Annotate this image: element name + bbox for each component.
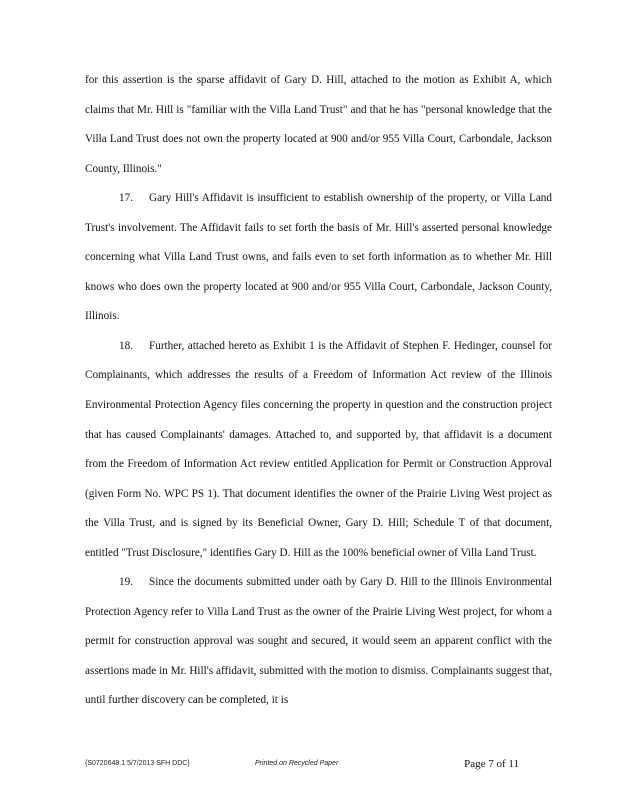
recycled-paper-notice: Printed on Recycled Paper xyxy=(255,760,339,767)
page-number: Page 7 of 11 xyxy=(464,758,519,770)
paragraph-19 xyxy=(85,568,552,716)
page-footer xyxy=(85,758,519,774)
paragraph-text: for this assertion is the sparse affidavit of Gary D. Hill, attached to the motion as Exhibit A, which claims that Mr. Hill is "familiar with the Villa Land Trust" and that he has "personal knowledge that the Villa Land Trust does not own the property located at 900 and/or 955 Villa Court, Carbondale, Jackson County, Illinois." xyxy=(85,74,552,175)
paragraph-text: Further, attached hereto as Exhibit 1 is the Affidavit of Stephen F. Hedinger, counsel for Complainants, which addresses the results of a Freedom of Information Act review of the Illinois Environmental Protection Agency files concerning the property in question and the construction project that has caused Complainants' damages. Attached to, and supported by, that affidavit is a document from the Freedom of Information Act review entitled Application for Permit or Construction Approval (given Form No. WPC PS 1). That document identifies the owner of the Prairie Living West project as the Villa Trust, and is signed by its Beneficial Owner, Gary D. Hill; Schedule T of that document, entitled "Trust Disclosure," identifies Gary D. Hill as the 100% beneficial owner of Villa Land Trust. xyxy=(85,339,552,559)
paragraph-text: Since the documents submitted under oath by Gary D. Hill to the Illinois Environmental Protection Agency refer to Villa Land Trust as the owner of the Prairie Living West project, for whom a permit for construction approval was sought and secured, it would seem an apparent conflict with the assertions made in Mr. Hill's affidavit, submitted with the motion to dismiss. Complainants suggest that, until further discovery can be completed, it is xyxy=(85,576,552,707)
paragraph-number: 17. xyxy=(119,192,133,205)
paragraph-17 xyxy=(85,184,552,332)
paragraph-number: 19. xyxy=(119,576,133,589)
paragraph-18 xyxy=(85,332,552,568)
paragraph-number: 18. xyxy=(119,339,133,352)
paragraph-text: Gary Hill's Affidavit is insufficient to establish ownership of the property, or Villa Land Trust's involvement. The Affidavit fails to set forth the basis of Mr. Hill's asserted personal knowledge concerning what Villa Land Trust owns, and fails even to set forth information as to whether Mr. Hill knows who does own the property located at 900 and/or 955 Villa Court, Carbondale, Jackson County, Illinois. xyxy=(85,192,552,323)
document-id: {S0720648.1 5/7/2013 SFH DDC} xyxy=(85,760,190,767)
paragraph-continuation xyxy=(85,66,552,184)
document-body xyxy=(85,66,552,716)
